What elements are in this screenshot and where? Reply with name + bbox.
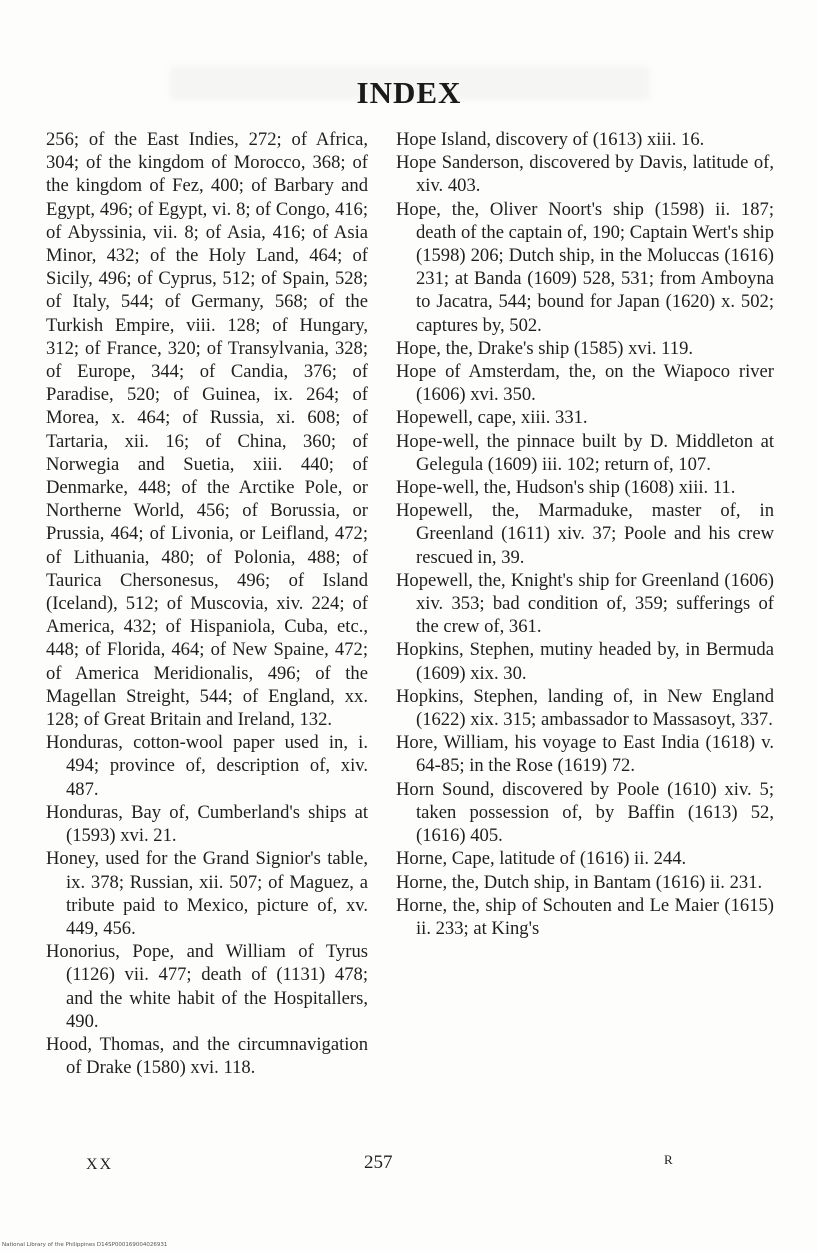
index-entry: Hope of Amsterdam, the, on the Wiapoco river (1606) xvi. 350. [396,361,774,406]
index-entry: Honduras, cotton-wool paper used in, i. 494; province of, description of, xiv. 487. [46,732,368,800]
index-entry: Honorius, Pope, and William of Tyrus (1126) vii. 477; death of (1131) 478; and the white habit of the Hospitallers, 490. [46,941,368,1032]
index-entry: Horne, the, Dutch ship, in Bantam (1616) ii. 231. [396,871,763,893]
index-entry: Hopewell, the, Marmaduke, master of, in Greenland (1611) xiv. 37; Poole and his crew rescued in, 39. [396,500,774,568]
index-entry: Hopewell, cape, xiii. 331. [396,407,588,429]
index-entry: 256; of the East Indies, 272; of Africa, 304; of the kingdom of Morocco, 368; of the kingdom of Fez, 400; of Barbary and Egypt, 496; of Egypt, vi. 8; of Congo, 416; of Abyssinia, vii. 8; of Asia, 416; of Asia Minor, 432; of the Holy Land, 464; of Sicily, 496; of Cyprus, 512; of Spain, 528; of Italy, 544; of Germany, 568; of the Turkish Empire, viii. 128; of Hungary, 312; of France, 320; of Transylvania, 328; of Europe, 344; of Candia, 376; of Paradise, 520; of Guinea, ix. 264; of Morea, x. 464; of Russia, xi. 608; of Tartaria, xii. 16; of China, 360; of Norwegia and Suetia, xiii. 440; of Denmarke, 448; of the Arctike Pole, or Northerne World, 456; of Borussia, or Prussia, 464; of Livonia, or Leifland, 472; of Lithuania, 480; of Polonia, 488; of Taurica Chersonesus, 496; of Island (Iceland), 512; of Muscovia, xiv. 224; of America, 432; of Hispaniola, Cuba, etc., 448; of Florida, 464; of New Spaine, 472; of America Meridionalis, 496; of the Magellan Streight, 544; of England, xx. 128; of Great Britain and Ireland, 132. [46,129,368,731]
index-entry: Hopkins, Stephen, landing of, in New England (1622) xix. 315; ambassador to Massasoyt, 337. [396,685,774,731]
page-number: 257 [364,1152,393,1173]
index-entry: Hope-well, the pinnace built by D. Middleton at Gelegula (1609) iii. 102; return of, 107. [396,430,774,475]
index-entry: Hore, William, his voyage to East India (1618) v. 64-85; in the Rose (1619) 72. [396,732,774,777]
signature-mark-left: XX [86,1156,114,1173]
index-entry: Hope, the, Oliver Noort's ship (1598) ii. 187; death of the captain of, 190; Captain Wert's ship (1598) 206; Dutch ship, in the Moluccas (1616) 231; at Banda (1609) 528, 531; from Amboyna to Jacatra, 544; bound for Japan (1620) x. 502; captures by, 502. [396,198,774,336]
page-footer [0,1152,818,1178]
page-title: INDEX [356,75,462,110]
index-entry: Honduras, Bay of, Cumberland's ships at (1593) xvi. 21. [46,801,368,847]
index-entry: Hope Sanderson, discovered by Davis, latitude of, xiv. 403. [396,152,774,197]
index-entry: Hope, the, Drake's ship (1585) xvi. 119. [396,337,694,359]
index-entry: Hopewell, the, Knight's ship for Greenland (1606) xiv. 353; bad condition of, 359; sufferings of the crew of, 361. [396,569,774,638]
index-column-right [396,128,774,940]
index-entry: Hope-well, the, Hudson's ship (1608) xiii. 11. [396,477,736,499]
signature-mark-right: R [664,1152,673,1167]
index-column-left [46,128,368,1079]
index-entry: Horne, the, ship of Schouten and Le Maier (1615) ii. 233; at King's [396,894,774,939]
index-entry: Hope Island, discovery of (1613) xiii. 16. [396,129,705,150]
index-entry: Hood, Thomas, and the circumnavigation of Drake (1580) xvi. 118. [46,1033,368,1079]
index-entry: Hopkins, Stephen, mutiny headed by, in Bermuda (1609) xix. 30. [396,639,774,684]
scan-stamp: National Library of the Philippines D14SP000169004026931 [2,1242,168,1248]
index-entry: Honey, used for the Grand Signior's table, ix. 378; Russian, xii. 507; of Maguez, a tribute paid to Mexico, picture of, xv. 449, 456. [46,848,368,939]
index-entry: Horn Sound, discovered by Poole (1610) xiv. 5; taken possession of, by Baffin (1613) 52, (1616) 405. [396,778,774,847]
index-entry: Horne, Cape, latitude of (1616) ii. 244. [396,848,687,870]
